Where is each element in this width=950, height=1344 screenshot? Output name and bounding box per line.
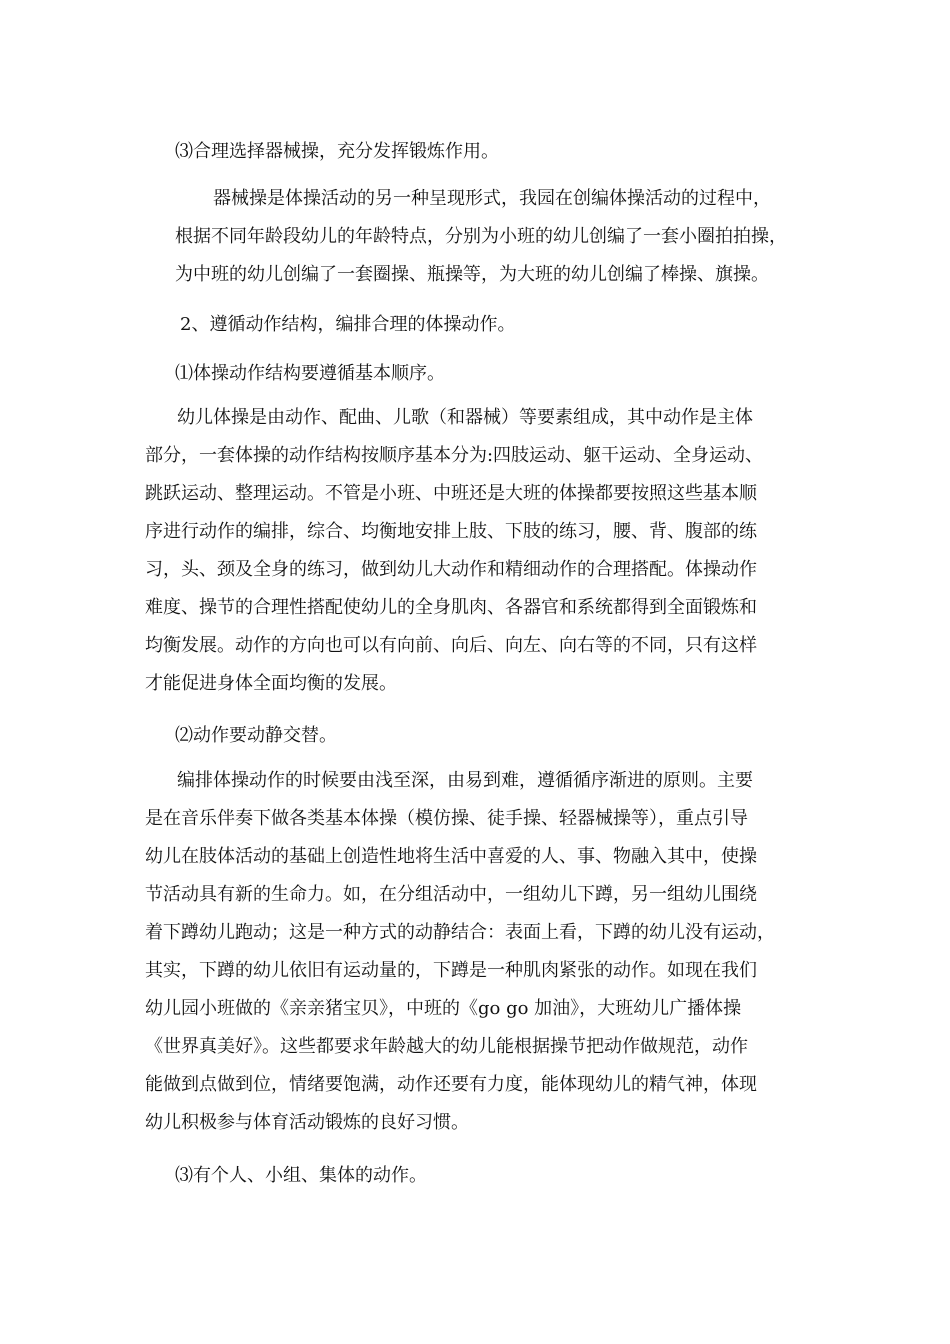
subheading-group-movements: ⑶有个人、小组、集体的动作。 bbox=[175, 1165, 427, 1186]
subheading-apparatus-exercise: ⑶合理选择器械操，充分发挥锻炼作用。 bbox=[175, 141, 499, 162]
paragraph-line: 能做到点做到位，情绪要饱满，动作还要有力度，能体现幼儿的精气神，体现 bbox=[145, 1074, 757, 1095]
paragraph-line: 着下蹲幼儿跑动；这是一种方式的动静结合：表面上看，下蹲的幼儿没有运动， bbox=[145, 922, 775, 943]
paragraph-line: 幼儿体操是由动作、配曲、儿歌（和器械）等要素组成，其中动作是主体 bbox=[177, 407, 753, 428]
paragraph-line: 难度、操节的合理性搭配使幼儿的全身肌肉、各器官和系统都得到全面锻炼和 bbox=[145, 597, 757, 618]
paragraph-line: 根据不同年龄段幼儿的年龄特点，分别为小班的幼儿创编了一套小圈拍拍操， bbox=[175, 226, 787, 247]
paragraph-line: 为中班的幼儿创编了一套圈操、瓶操等，为大班的幼儿创编了棒操、旗操。 bbox=[175, 264, 769, 285]
paragraph-line: 习，头、颈及全身的练习，做到幼儿大动作和精细动作的合理搭配。体操动作 bbox=[145, 559, 757, 580]
paragraph-line: 幼儿在肢体活动的基础上创造性地将生活中喜爱的人、事、物融入其中，使操 bbox=[145, 846, 757, 867]
paragraph-line: 均衡发展。动作的方向也可以有向前、向后、向左、向右等的不同，只有这样 bbox=[145, 635, 757, 656]
subheading-dynamic-static: ⑵动作要动静交替。 bbox=[175, 725, 337, 746]
paragraph-line: 节活动具有新的生命力。如，在分组活动中，一组幼儿下蹲，另一组幼儿围绕 bbox=[145, 884, 757, 905]
paragraph-line: 是在音乐伴奏下做各类基本体操（模仿操、徒手操、轻器械操等），重点引导 bbox=[145, 808, 748, 829]
paragraph-basic-order bbox=[145, 399, 763, 703]
paragraph-line: 器械操是体操活动的另一种呈现形式，我园在创编体操活动的过程中， bbox=[213, 188, 771, 209]
subheading-basic-order: ⑴体操动作结构要遵循基本顺序。 bbox=[175, 363, 445, 384]
section-heading-movement-structure: 2、遵循动作结构，编排合理的体操动作。 bbox=[180, 314, 516, 335]
paragraph-line: 幼儿积极参与体育活动锻炼的良好习惯。 bbox=[145, 1112, 469, 1133]
paragraph-line: 幼儿园小班做的《亲亲猪宝贝》，中班的《go go 加油》，大班幼儿广播体操 bbox=[145, 998, 742, 1019]
paragraph-line: 序进行动作的编排，综合、均衡地安排上肢、下肢的练习，腰、背、腹部的练 bbox=[145, 521, 757, 542]
paragraph-apparatus-exercise bbox=[175, 180, 787, 294]
paragraph-line: 《世界真美好》。这些都要求年龄越大的幼儿能根据操节把动作做规范，动作 bbox=[145, 1036, 748, 1057]
paragraph-line: 部分，一套体操的动作结构按顺序基本分为:四肢运动、躯干运动、全身运动、 bbox=[145, 445, 764, 466]
paragraph-line: 才能促进身体全面均衡的发展。 bbox=[145, 673, 397, 694]
paragraph-line: 其实，下蹲的幼儿依旧有运动量的，下蹲是一种肌肉紧张的动作。如现在我们 bbox=[145, 960, 757, 981]
paragraph-line: 跳跃运动、整理运动。不管是小班、中班还是大班的体操都要按照这些基本顺 bbox=[145, 483, 757, 504]
paragraph-line: 编排体操动作的时候要由浅至深，由易到难，遵循循序渐进的原则。主要 bbox=[177, 770, 753, 791]
paragraph-dynamic-static bbox=[145, 762, 775, 1142]
